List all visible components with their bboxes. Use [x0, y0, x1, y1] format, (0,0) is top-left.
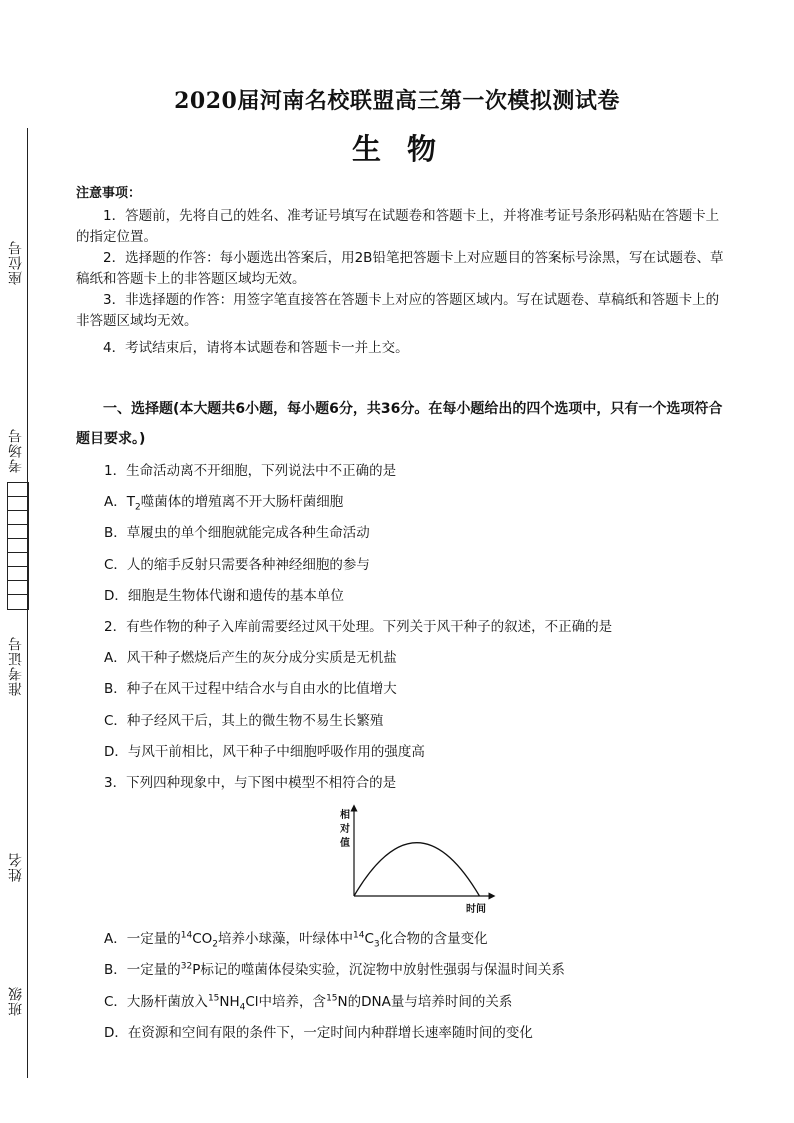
question-1-option-a: A．$T_2$噬菌体的增殖离不开大肠杆菌细胞 [104, 494, 344, 513]
question-2-option-b: B．种子在风干过程中结合水与自由水的比值增大 [104, 681, 397, 697]
ticket-number-label: 准考证号 [8, 636, 24, 696]
x-axis-label: 时间 [466, 904, 486, 915]
note-item: 4．考试结束后，请将本试题卷和答题卡一并上交。 [103, 340, 409, 356]
seat-number-label: 座位号 [8, 240, 24, 285]
section-heading: 一、选择题(本大题共6小题，每小题6分，共36分。在每小题给出的四个选项中，只有一个选项符合题目要求。) [76, 401, 723, 447]
question-3-option-c: C．大肠杆菌放入$^{15}NH_4Cl$中培养，含$^{15}$N的DNA量与培养时间的关系 [104, 993, 513, 1013]
y-label-char: 相 [340, 810, 350, 821]
subject-title: 生物 [351, 132, 462, 166]
question-3-option-b: B．一定量的$^{32}$P标记的噬菌体侵染实验，沉淀物中放射性强弱与保温时间关系 [104, 961, 565, 978]
question-3-option-d: D．在资源和空间有限的条件下，一定时间内种群增长速率随时间的变化 [104, 1025, 533, 1041]
question-2-option-a: A．风干种子燃烧后产生的灰分成分实质是无机盐 [104, 650, 397, 666]
note-item: 1．答题前，先将自己的姓名、准考证号填写在试题卷和答题卡上，并将准考证号条形码粘贴在答题卡上的指定位置。 [76, 208, 720, 245]
data-curve [354, 843, 479, 896]
exam-title: 2020届河南名校联盟高三第一次模拟测试卷 [174, 88, 620, 114]
y-label-char: 值 [340, 838, 350, 849]
question-3-option-a: A．一定量的$^{14}CO_2$培养小球藻，叶绿体中$^{14}C_3$化合物的含量变化 [104, 930, 488, 950]
ticket-number-boxes [7, 482, 29, 610]
question-2-stem: 2．有些作物的种子入库前需要经过风干处理。下列关于风干种子的叙述，不正确的是 [104, 619, 613, 635]
exam-room-label: 考场号 [8, 428, 24, 473]
name-label: 姓名 [8, 852, 24, 882]
question-1-option-b: B．草履虫的单个细胞就能完成各种生命活动 [104, 525, 370, 541]
question-3-stem: 3．下列四种现象中，与下图中模型不相符合的是 [104, 775, 397, 791]
y-label-char: 对 [340, 824, 350, 835]
note-item: 3．非选择题的作答：用签字笔直接答在答题卡上对应的答题区域内。写在试题卷、草稿纸和答题卡上的非答题区域均无效。 [76, 292, 720, 329]
question-1-stem: 1．生命活动离不开细胞，下列说法中不正确的是 [104, 463, 397, 479]
class-label: 班级 [8, 986, 24, 1016]
note-item: 2．选择题的作答：每小题选出答案后，用2B铅笔把答题卡上对应题目的答案标号涂黑，写在试题卷、草稿纸和答题卡上的非答题区域均无效。 [76, 250, 724, 287]
question-1-option-c: C．人的缩手反射只需要各种神经细胞的参与 [104, 557, 370, 573]
model-curve-chart [320, 804, 500, 916]
question-1-option-d: D．细胞是生物体代谢和遗传的基本单位 [104, 588, 344, 604]
question-2-option-d: D．与风干前相比，风干种子中细胞呼吸作用的强度高 [104, 744, 425, 760]
question-2-option-c: C．种子经风干后，其上的微生物不易生长繁殖 [104, 713, 384, 729]
notes-heading: 注意事项： [76, 186, 142, 201]
